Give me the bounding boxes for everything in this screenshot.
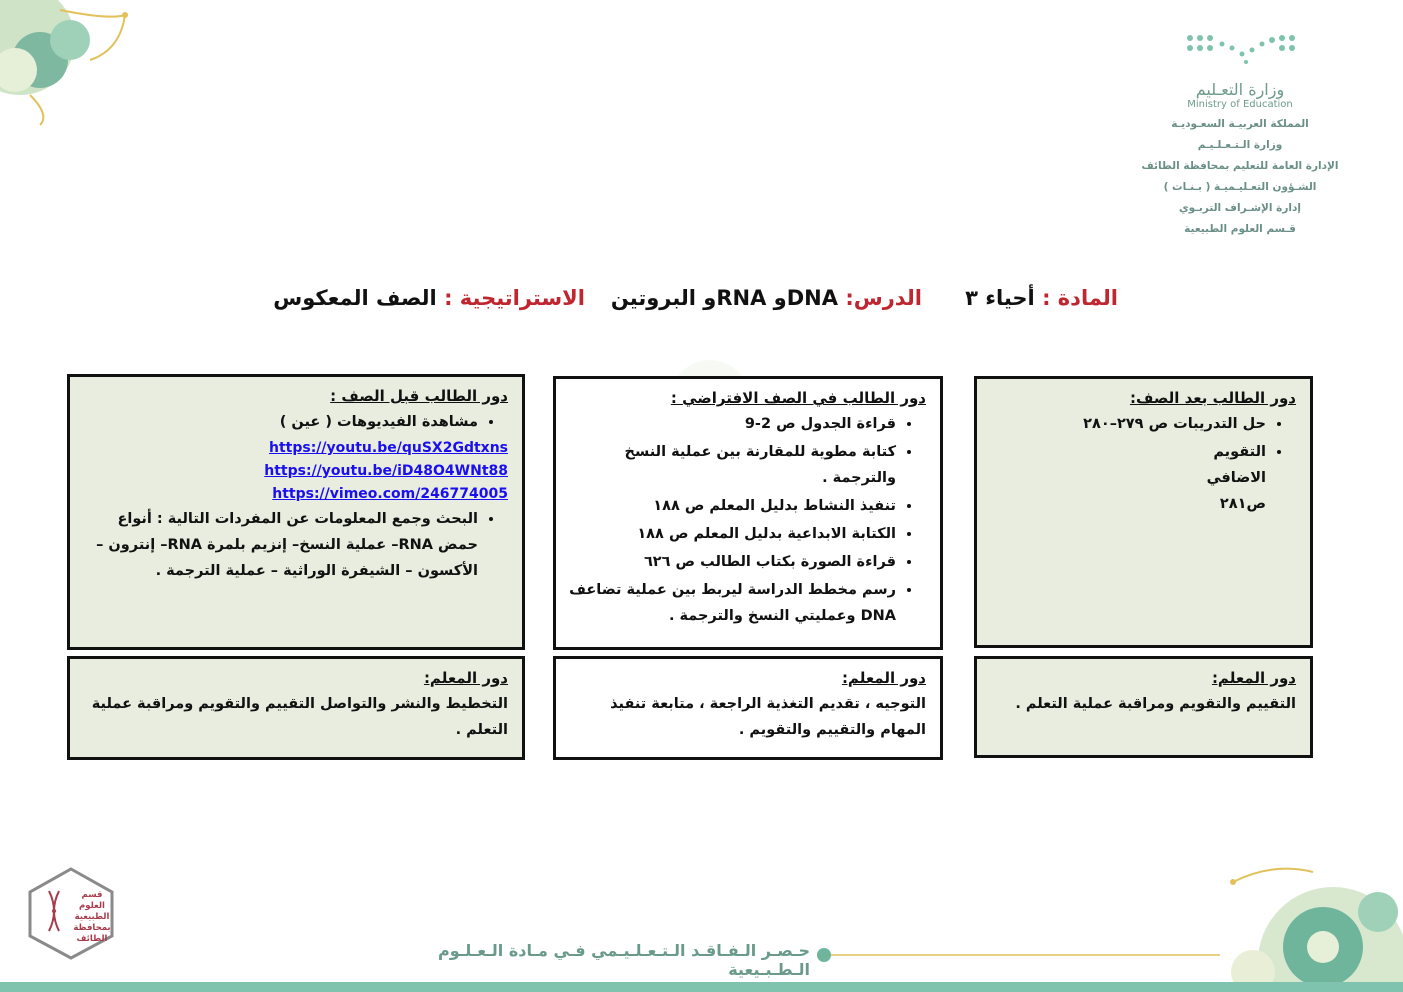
department-logo-text: قسم العلوم الطبيعية بمحافظة الطائف xyxy=(73,890,111,944)
ministry-name-english: Ministry of Education xyxy=(1187,99,1293,110)
subject-heading xyxy=(965,286,1118,310)
list-item: • التقويم الاضافي ص٢٨١ xyxy=(1171,439,1266,517)
before-class-box xyxy=(67,374,525,650)
ministry-line: الإدارة العامة للتعليم بمحافظة الطائف xyxy=(1141,160,1339,172)
teacher-role-text: التخطيط والنشر والتواصل التقييم والتقويم ومراقبة عملية التعلم . xyxy=(91,696,508,738)
ministry-line: وزارة الـتـعـلـيـم xyxy=(1197,139,1283,151)
lesson-label: الدرس: xyxy=(845,286,922,310)
virtual-class-box xyxy=(553,376,943,650)
video-link[interactable]: https://youtu.be/quSX2Gdtxns xyxy=(269,440,508,456)
virtual-class-title: دور الطالب في الصف الافتراضي : xyxy=(670,389,926,407)
decorative-flower-bottom-right xyxy=(1213,852,1403,992)
list-item: • قراءة الصورة بكتاب الطالب ص ٦٢٦ xyxy=(568,549,896,575)
lesson-heading xyxy=(612,286,922,310)
list-item: • قراءة الجدول ص 2-9 xyxy=(568,411,896,437)
teacher-role-box-virtual xyxy=(553,656,943,760)
ministry-line: قـسم العلوم الطبيعية xyxy=(1184,223,1296,235)
list-item: • كتابة مطوية للمقارنة بين عملية النسخ والترجمة . xyxy=(568,439,896,491)
strategy-value: الصف المعكوس xyxy=(273,286,437,310)
lesson-value: DNAو RNAو البروتين xyxy=(610,286,838,310)
strategy-label: الاستراتيجية : xyxy=(444,286,585,310)
before-class-title: دور الطالب قبل الصف : xyxy=(330,387,508,405)
after-class-title: دور الطالب بعد الصف: xyxy=(1129,389,1296,407)
footer-title: حـصـر الـفـاقـد الـتـعـلـيـمي فـي مـادة الـعـلـوم الـطـبـيعية xyxy=(438,941,810,979)
strategy-heading xyxy=(273,286,585,310)
teacher-role-text: التقييم والتقويم ومراقبة عملية التعلم . xyxy=(1015,696,1296,712)
decorative-flower-top-left xyxy=(0,0,140,130)
teacher-role-box-after xyxy=(974,656,1313,758)
list-item: • رسم مخطط الدراسة ليربط بين عملية تضاعف DNA وعمليتي النسخ والترجمة . xyxy=(568,577,896,629)
after-class-box xyxy=(974,376,1313,648)
ministry-line: إدارة الإشـراف التربـوي xyxy=(1179,202,1301,214)
ministry-line: الشـؤون التعـليـميـة ( بـنـات ) xyxy=(1163,181,1317,193)
teacher-role-text: التوجيه ، تقديم التغذية الراجعة ، متابعة تنفيذ المهام والتقييم والتقويم . xyxy=(610,696,926,738)
list-item: • تنفيذ النشاط بدليل المعلم ص ١٨٨ xyxy=(568,493,896,519)
list-item: • البحث وجمع المعلومات عن المفردات التالية : أنواع حمض RNA– عملية النسخ– إنزيم بلمرة RNA– إنترون –الأكسون – الشيفرة الوراثية – عملية الترجمة . xyxy=(82,506,478,584)
teacher-role-title: دور المعلم: xyxy=(1211,669,1296,687)
subject-label: المادة : xyxy=(1042,286,1118,310)
video-link[interactable]: https://youtu.be/iD48O4WNt88 xyxy=(264,463,508,479)
subject-value: أحياء ٣ xyxy=(965,286,1035,310)
teacher-role-box-before xyxy=(67,656,525,760)
ministry-name-arabic: وزارة التعـليم xyxy=(1195,80,1285,99)
ministry-header xyxy=(1130,30,1350,240)
list-item: • حل التدريبات ص ٢٧٩–٢٨٠ xyxy=(989,411,1266,437)
ministry-line: المملكة العربيـة السعـوديـة xyxy=(1171,118,1309,130)
footer-bar xyxy=(0,982,1403,992)
video-link[interactable]: https://vimeo.com/246774005 xyxy=(272,486,508,502)
list-item: • الكتابة الابداعية بدليل المعلم ص ١٨٨ xyxy=(568,521,896,547)
list-item: • مشاهدة الفيديوهات ( عين ) xyxy=(82,409,478,435)
teacher-role-title: دور المعلم: xyxy=(423,669,508,687)
ministry-logo-icon xyxy=(1180,30,1300,70)
teacher-role-title: دور المعلم: xyxy=(841,669,926,687)
